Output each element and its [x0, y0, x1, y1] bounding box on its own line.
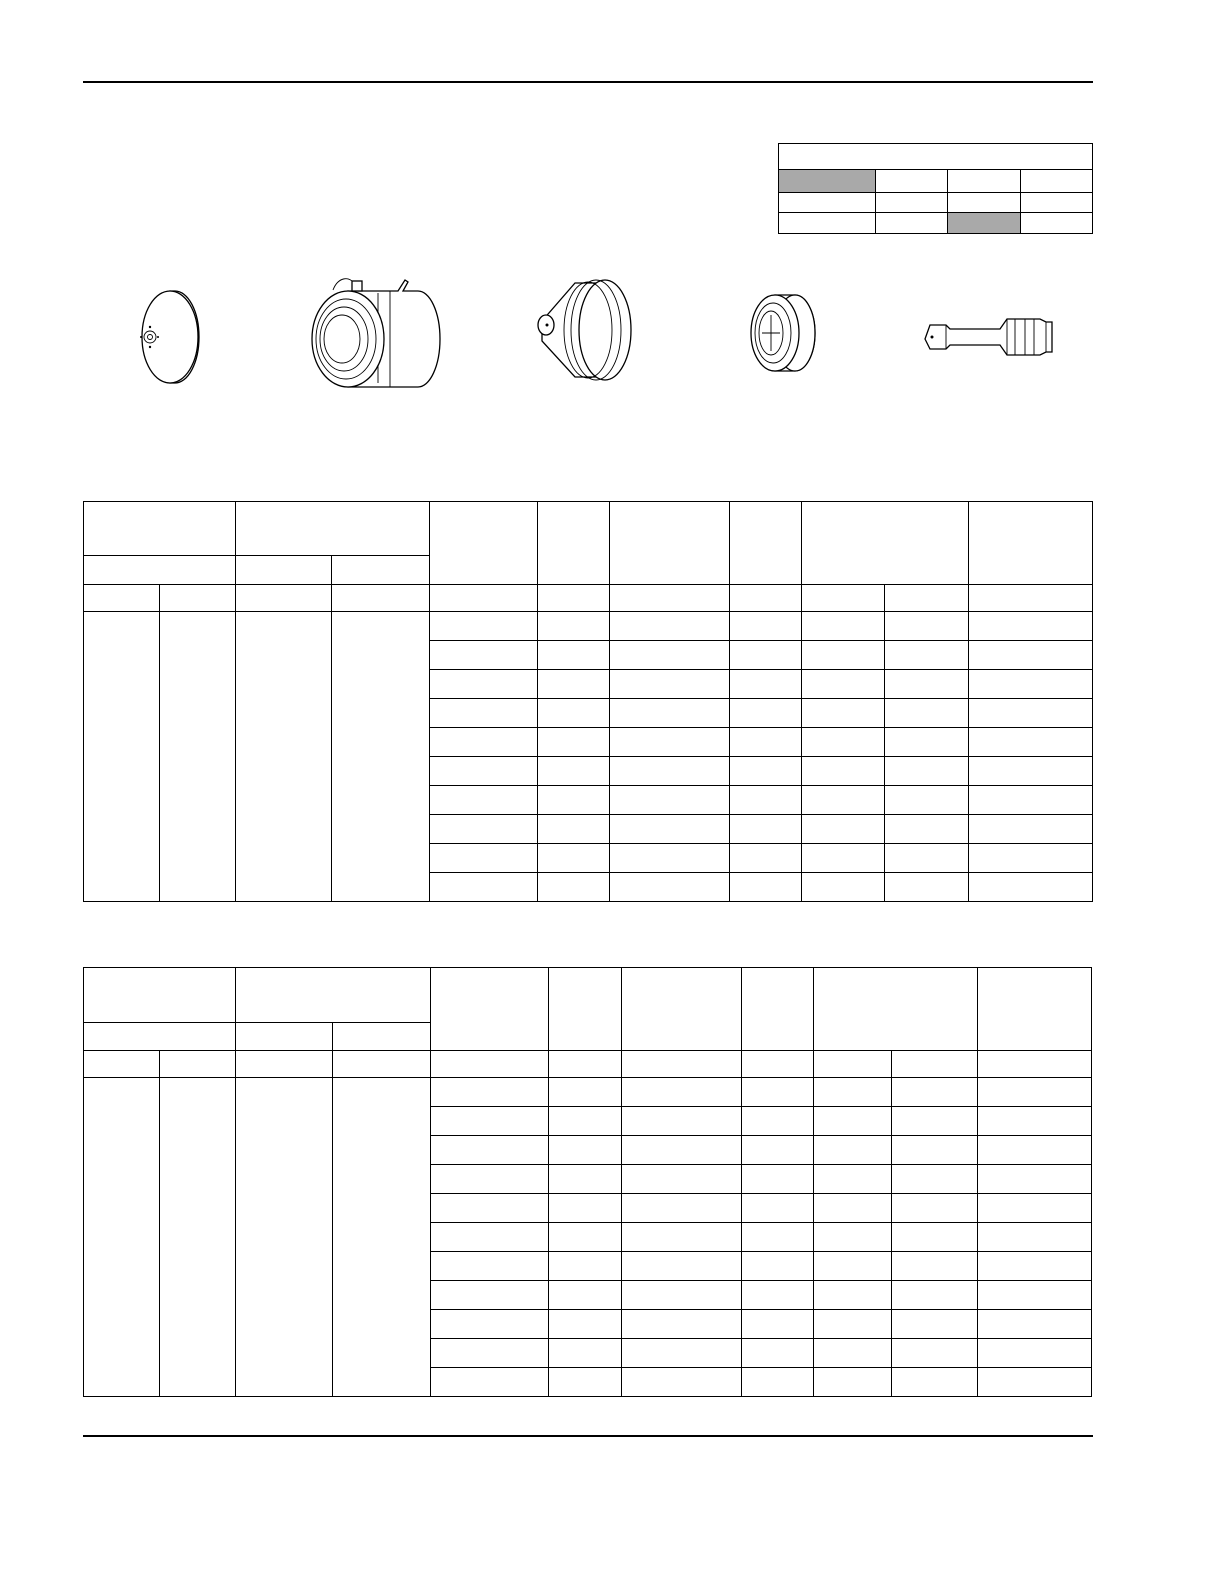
header-cell — [332, 556, 430, 585]
consumables-illustration — [0, 255, 1224, 405]
swirl-ring-icon — [751, 295, 815, 371]
legend-cell — [876, 213, 948, 234]
header-cell — [84, 556, 236, 585]
unit-cell — [892, 1051, 977, 1078]
header-rule — [83, 81, 1093, 83]
header-cell — [236, 968, 431, 1023]
header-cell — [969, 502, 1093, 585]
table-cell — [430, 612, 538, 641]
header-cell — [741, 968, 813, 1051]
header-cell — [814, 968, 977, 1051]
legend-cell-shaded — [779, 170, 876, 193]
header-cell — [802, 502, 969, 585]
legend-cell — [948, 170, 1021, 193]
header-cell — [977, 968, 1091, 1051]
header-cell — [549, 968, 621, 1051]
unit-cell — [332, 1051, 430, 1078]
header-cell — [730, 502, 802, 585]
header-cell — [621, 968, 741, 1051]
legend-cell — [779, 193, 876, 213]
unit-cell — [621, 1051, 741, 1078]
table-cell — [741, 1078, 813, 1107]
legend-cell — [876, 193, 948, 213]
settings-cell — [160, 1078, 236, 1397]
unit-cell — [160, 585, 236, 612]
electrode-icon — [925, 319, 1052, 355]
header-cell — [431, 968, 549, 1051]
settings-cell — [236, 1078, 332, 1397]
unit-cell — [802, 585, 885, 612]
header-cell — [84, 502, 236, 556]
footer-rule — [83, 1435, 1093, 1437]
legend-cell — [1021, 213, 1093, 234]
header-cell — [332, 1023, 430, 1051]
table-cell — [802, 612, 885, 641]
unit-cell — [431, 1051, 549, 1078]
table-cell — [431, 1078, 549, 1107]
legend-cell-shaded — [948, 213, 1021, 234]
table-cell — [977, 1078, 1091, 1107]
table-cell — [549, 1078, 621, 1107]
unit-cell — [814, 1051, 892, 1078]
settings-cell — [84, 1078, 160, 1397]
unit-cell — [977, 1051, 1091, 1078]
unit-cell — [236, 1051, 332, 1078]
unit-cell — [538, 585, 610, 612]
unit-cell — [885, 585, 969, 612]
header-cell — [236, 556, 332, 585]
unit-cell — [430, 585, 538, 612]
settings-cell — [332, 1078, 430, 1397]
table-cell — [814, 1078, 892, 1107]
unit-cell — [549, 1051, 621, 1078]
unit-cell — [610, 585, 730, 612]
settings-cell — [160, 612, 236, 902]
settings-cell — [84, 612, 160, 902]
header-cell — [236, 502, 430, 556]
table-cell — [969, 612, 1093, 641]
unit-cell — [84, 585, 160, 612]
table-cell — [892, 1078, 977, 1107]
legend-cell — [1021, 170, 1093, 193]
unit-cell — [741, 1051, 813, 1078]
table-cell — [730, 612, 802, 641]
shield-cap-icon — [140, 291, 199, 383]
unit-cell — [84, 1051, 160, 1078]
legend-cell — [779, 213, 876, 234]
header-cell — [610, 502, 730, 585]
unit-cell — [236, 585, 332, 612]
unit-cell — [730, 585, 802, 612]
header-cell — [236, 1023, 332, 1051]
table-cell — [621, 1078, 741, 1107]
header-cell — [84, 968, 236, 1023]
unit-cell — [160, 1051, 236, 1078]
cut-chart-table-2 — [83, 967, 1092, 1397]
legend-cell — [948, 193, 1021, 213]
nozzle-icon — [538, 280, 631, 380]
header-cell — [430, 502, 538, 585]
settings-cell — [332, 612, 430, 902]
header-cell — [538, 502, 610, 585]
unit-cell — [969, 585, 1093, 612]
retaining-cap-icon — [312, 279, 440, 387]
cut-chart-table-1 — [83, 501, 1093, 902]
unit-cell — [332, 585, 430, 612]
settings-cell — [236, 612, 332, 902]
legend-cell — [1021, 193, 1093, 213]
table-cell — [885, 612, 969, 641]
table-cell — [610, 612, 730, 641]
legend-cell — [876, 170, 948, 193]
header-cell — [84, 1023, 236, 1051]
legend-table — [778, 143, 1093, 234]
table-cell — [538, 612, 610, 641]
legend-title-cell — [779, 144, 1093, 170]
